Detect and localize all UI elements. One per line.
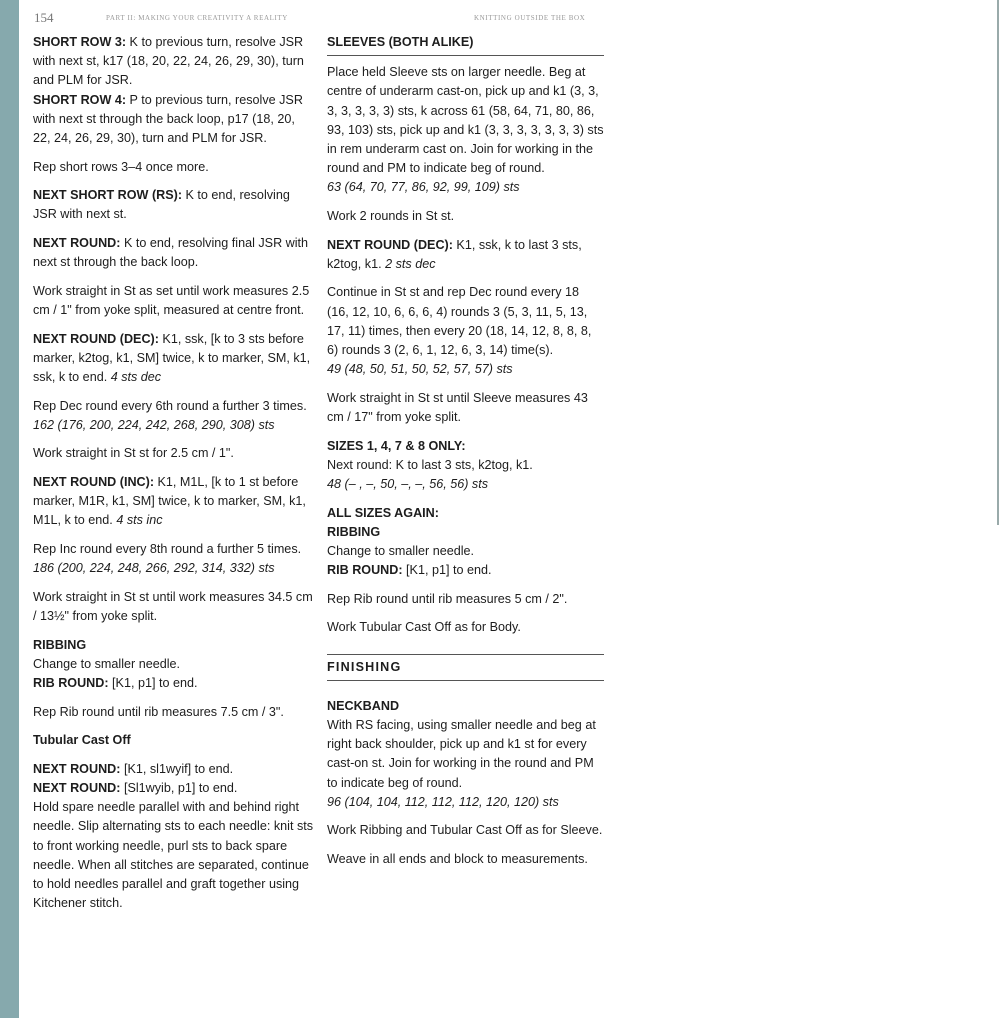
inc-round-label: NEXT ROUND (INC): [33, 474, 155, 489]
dec-round [33, 330, 315, 388]
next-short-row-text: K to end, resolving JSR with next st. [33, 188, 290, 222]
sleeve-dec-text: K1, ssk, k to last 3 sts, k2tog, k1. [327, 237, 582, 271]
tubular-block [33, 760, 315, 914]
next-round-text: K to end, resolving final JSR with next st through the back loop. [33, 236, 309, 270]
inc-round-text: K1, M1L, [k to 1 st before marker, M1R, k1, SM] twice, k to marker, SM, k1, M1L, k to end. [33, 474, 306, 528]
next-round [33, 234, 315, 272]
work-straight-1: Work straight in St as set until work measures 2.5 cm / 1" from yoke split, measured at centre front. [33, 283, 310, 317]
short-row-3-label: SHORT ROW 3: [33, 35, 127, 49]
tubular-round-1-text: [K1, sl1wyif] to end. [120, 761, 234, 776]
ribbing-block [33, 636, 315, 694]
weave-in: Weave in all ends and block to measurements. [327, 852, 588, 867]
left-column [33, 33, 315, 923]
sleeves-counts: 63 (64, 70, 77, 86, 92, 99, 109) sts [327, 180, 520, 195]
work-two-rounds: Work 2 rounds in St st. [327, 209, 455, 224]
work-straight-2: Work straight in St st for 2.5 cm / 1". [33, 446, 234, 461]
rib-round-label: RIB ROUND: [33, 675, 109, 690]
sizes-counts: 48 (– , –, 50, –, –, 56, 56) sts [327, 477, 489, 492]
tubular-round-2-text: [Sl1wyib, p1] to end. [120, 780, 238, 795]
sleeves-heading: SLEEVES (BOTH ALIKE) [327, 33, 604, 56]
neckband-text: With RS facing, using smaller needle and beg at right back shoulder, pick up and k1 st for every cast-on st. Join for working in the round and PM to indicate beg of round. [327, 718, 596, 790]
short-row-4-text: P to previous turn, resolve JSR with next st through the back loop, p17 (18, 20, 22, 24, 26, 29, 30), turn and PLM for JSR. [33, 92, 303, 146]
dec-round-note: 4 sts dec [110, 370, 162, 384]
ribbing-heading: RIBBING [33, 637, 87, 652]
sleeve-ribbing-block [327, 504, 604, 581]
sleeve-ribbing-change: Change to smaller needle. [327, 544, 475, 559]
page-spine-band [0, 0, 19, 1018]
sleeve-rep-rib: Rep Rib round until rib measures 5 cm / 2". [327, 591, 568, 606]
sleeve-dec-label: NEXT ROUND (DEC): [327, 237, 453, 252]
short-row-4-label: SHORT ROW 4: [33, 92, 127, 107]
sleeve-dec-round [327, 236, 604, 274]
rep-short-rows: Rep short rows 3–4 once more. [33, 159, 209, 174]
dec-round-text: K1, ssk, [k to 3 sts before marker, k2tog, k1, SM] twice, k to marker, SM, k1, ssk, k to end. [33, 331, 311, 384]
rib-round-text: [K1, p1] to end. [108, 675, 198, 690]
sleeve-ribbing-heading: RIBBING [327, 524, 381, 539]
tubular-body: Hold spare needle parallel with and behind right needle. Slip alternating sts to each needle: knit sts to front working needle, purl sts to back spare needle. When all stitches are separated, continue to hold needles parallel and graft together using Kitchener stitch. [33, 800, 314, 911]
part-title: PART II: MAKING YOUR CREATIVITY A REALITY [106, 14, 288, 22]
short-row-3-text: K to previous turn, resolve JSR with next st, k17 (18, 20, 22, 24, 26, 29, 30), turn and PLM for JSR. [33, 35, 304, 88]
sizes-heading: SIZES 1, 4, 7 & 8 ONLY: [327, 438, 466, 453]
sleeve-rib-label: RIB ROUND: [327, 563, 403, 578]
rep-inc-text: Rep Inc round every 8th round a further 5 times. [33, 541, 302, 556]
right-column [327, 33, 604, 879]
sleeves-text: Place held Sleeve sts on larger needle. Beg at centre of underarm cast-on, pick up and k1 (3, 3, 3, 3, 3, 3, 3) sts, k across 61 (58, 64, 71, 80, 86, 93, 103) sts, pick up and k1 (3, 3, 3, 3, 3, 3, 3) sts in rem underarm cast on. Join for working in the round and PM to indicate beg of round. [327, 65, 604, 176]
work-sleeve: Work straight in St st until Sleeve measures 43 cm / 17" from yoke split. [327, 390, 588, 425]
sleeves-intro [327, 63, 604, 197]
work-straight-3: Work straight in St st until work measures 34.5 cm / 13½" from yoke split. [33, 589, 313, 623]
dec-round-label: NEXT ROUND (DEC): [33, 331, 159, 346]
neckband-block [327, 697, 604, 812]
short-row-3-4 [33, 33, 315, 148]
neckband-heading: NECKBAND [327, 698, 400, 713]
inc-round [33, 473, 315, 531]
rep-inc-counts: 186 (200, 224, 248, 266, 292, 314, 332) sts [33, 561, 275, 576]
rep-dec-text: Rep Dec round every 6th round a further 3 times. [33, 398, 307, 413]
work-ribbing: Work Ribbing and Tubular Cast Off as for Sleeve. [327, 823, 603, 838]
continue-dec [327, 283, 604, 379]
ribbing-change: Change to smaller needle. [33, 656, 181, 671]
tubular-heading: Tubular Cast Off [33, 733, 131, 748]
sizes-text: Next round: K to last 3 sts, k2tog, k1. [327, 457, 533, 472]
page-number: 154 [34, 10, 54, 25]
next-short-row [33, 186, 315, 224]
tubular-round-1-label: NEXT ROUND: [33, 761, 121, 776]
tubular-round-2-label: NEXT ROUND: [33, 780, 121, 795]
sizes-block [327, 437, 604, 495]
rep-dec [33, 397, 315, 435]
next-short-row-label: NEXT SHORT ROW (RS): [33, 188, 183, 203]
rep-dec-counts: 162 (176, 200, 224, 242, 268, 290, 308) sts [33, 417, 275, 432]
rep-rib: Rep Rib round until rib measures 7.5 cm / 3". [33, 704, 284, 719]
running-header [34, 10, 594, 26]
all-sizes-heading: ALL SIZES AGAIN: [327, 505, 439, 520]
next-round-label: NEXT ROUND: [33, 236, 121, 250]
book-title: KNITTING OUTSIDE THE BOX [474, 14, 586, 22]
finishing-heading: FINISHING [327, 654, 604, 681]
sleeve-dec-note: 2 sts dec [385, 256, 436, 271]
continue-dec-counts: 49 (48, 50, 51, 50, 52, 57, 57) sts [327, 362, 513, 377]
sleeve-tubular: Work Tubular Cast Off as for Body. [327, 620, 521, 635]
continue-dec-text: Continue in St st and rep Dec round every 18 (16, 12, 10, 6, 6, 6, 4) rounds 3 (5, 3, 11, 5, 13, 17, 11) times, then every 20 (18, 14, 12, 8, 8, 8, 6) rounds 3 (2, 6, 1, 12, 6, 3, 14) time(s). [327, 285, 592, 358]
sleeve-rib-text: [K1, p1] to end. [402, 563, 492, 578]
inc-round-note: 4 sts inc [116, 513, 163, 528]
neckband-counts: 96 (104, 104, 112, 112, 112, 120, 120) sts [327, 794, 559, 809]
rep-inc [33, 540, 315, 578]
